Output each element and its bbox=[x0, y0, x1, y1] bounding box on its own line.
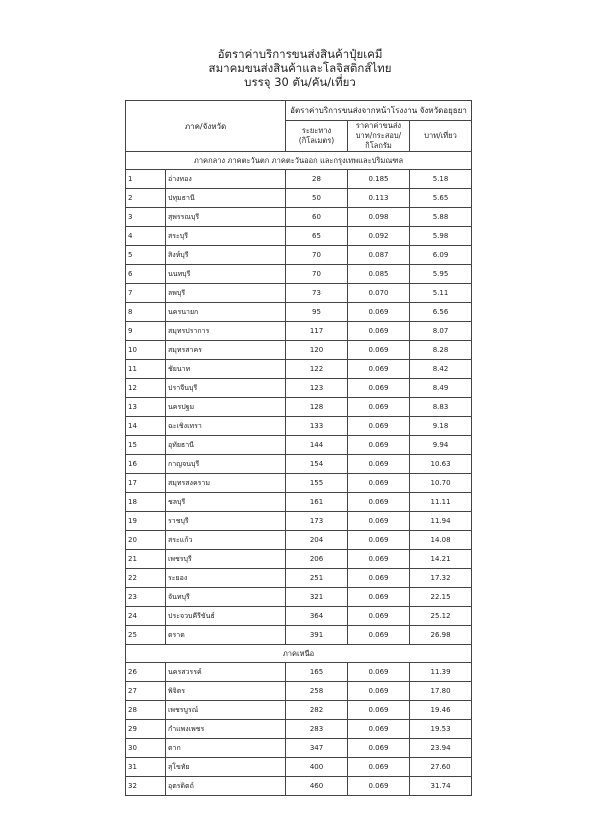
trip-cost-cell: 23.94 bbox=[410, 739, 472, 758]
trip-cost-cell: 27.60 bbox=[410, 758, 472, 777]
distance-cell: 73 bbox=[286, 284, 348, 303]
rate-cell: 0.069 bbox=[348, 701, 410, 720]
rate-cell: 0.069 bbox=[348, 531, 410, 550]
distance-cell: 70 bbox=[286, 265, 348, 284]
trip-cost-cell: 11.11 bbox=[410, 493, 472, 512]
rate-cell: 0.069 bbox=[348, 739, 410, 758]
distance-cell: 161 bbox=[286, 493, 348, 512]
row-number: 19 bbox=[126, 512, 166, 531]
trip-cost-cell: 17.32 bbox=[410, 569, 472, 588]
province-cell: ฉะเชิงเทรา bbox=[166, 417, 286, 436]
distance-cell: 282 bbox=[286, 701, 348, 720]
distance-cell: 251 bbox=[286, 569, 348, 588]
row-number: 27 bbox=[126, 682, 166, 701]
rate-cell: 0.069 bbox=[348, 398, 410, 417]
trip-cost-cell: 9.94 bbox=[410, 436, 472, 455]
table-row bbox=[126, 720, 472, 739]
trip-header: บาท/เที่ยว bbox=[410, 121, 472, 152]
rate-cell: 0.069 bbox=[348, 626, 410, 645]
province-cell: ชลบุรี bbox=[166, 493, 286, 512]
distance-cell: 283 bbox=[286, 720, 348, 739]
rate-cell: 0.185 bbox=[348, 170, 410, 189]
doc-title-line3: บรรจุ 30 ตัน/คัน/เที่ยว bbox=[244, 75, 356, 89]
rate-cell: 0.098 bbox=[348, 208, 410, 227]
row-number: 1 bbox=[126, 170, 166, 189]
trip-cost-cell: 5.88 bbox=[410, 208, 472, 227]
table-row bbox=[126, 170, 472, 189]
row-number: 10 bbox=[126, 341, 166, 360]
table-row bbox=[126, 398, 472, 417]
trip-cost-cell: 5.18 bbox=[410, 170, 472, 189]
table-row bbox=[126, 739, 472, 758]
province-cell: สุพรรณบุรี bbox=[166, 208, 286, 227]
group-header: อัตราค่าบริการขนส่งจากหน้าโรงงาน จังหวัดอยุธยา bbox=[286, 101, 472, 121]
rate-cell: 0.069 bbox=[348, 417, 410, 436]
province-cell: พิจิตร bbox=[166, 682, 286, 701]
rate-cell: 0.069 bbox=[348, 550, 410, 569]
row-number: 8 bbox=[126, 303, 166, 322]
row-number: 25 bbox=[126, 626, 166, 645]
distance-cell: 204 bbox=[286, 531, 348, 550]
province-cell: ราชบุรี bbox=[166, 512, 286, 531]
table-row bbox=[126, 417, 472, 436]
trip-cost-cell: 14.08 bbox=[410, 531, 472, 550]
distance-header: ระยะทาง (กิโลเมตร) bbox=[286, 121, 348, 152]
table-row bbox=[126, 493, 472, 512]
row-number: 16 bbox=[126, 455, 166, 474]
row-number: 29 bbox=[126, 720, 166, 739]
table-row bbox=[126, 208, 472, 227]
province-cell: สระบุรี bbox=[166, 227, 286, 246]
table-row bbox=[126, 531, 472, 550]
distance-cell: 144 bbox=[286, 436, 348, 455]
rate-cell: 0.069 bbox=[348, 360, 410, 379]
trip-cost-cell: 11.94 bbox=[410, 512, 472, 531]
rate-cell: 0.069 bbox=[348, 322, 410, 341]
province-cell: ปทุมธานี bbox=[166, 189, 286, 208]
doc-title-line2: สมาคมขนส่งสินค้าและโลจิสติกส์ไทย bbox=[208, 61, 392, 75]
distance-cell: 95 bbox=[286, 303, 348, 322]
row-number: 24 bbox=[126, 607, 166, 626]
table-row bbox=[126, 227, 472, 246]
province-cell: สระแก้ว bbox=[166, 531, 286, 550]
row-number: 5 bbox=[126, 246, 166, 265]
distance-cell: 122 bbox=[286, 360, 348, 379]
distance-cell: 50 bbox=[286, 189, 348, 208]
rate-cell: 0.069 bbox=[348, 682, 410, 701]
row-number: 20 bbox=[126, 531, 166, 550]
table-row bbox=[126, 607, 472, 626]
table-row bbox=[126, 189, 472, 208]
rate-cell: 0.113 bbox=[348, 189, 410, 208]
table-row bbox=[126, 322, 472, 341]
rate-cell: 0.069 bbox=[348, 341, 410, 360]
province-cell: นครปฐม bbox=[166, 398, 286, 417]
trip-cost-cell: 6.09 bbox=[410, 246, 472, 265]
trip-cost-cell: 5.11 bbox=[410, 284, 472, 303]
trip-cost-cell: 8.83 bbox=[410, 398, 472, 417]
distance-cell: 347 bbox=[286, 739, 348, 758]
row-number: 3 bbox=[126, 208, 166, 227]
row-number: 6 bbox=[126, 265, 166, 284]
province-cell: ชัยนาท bbox=[166, 360, 286, 379]
distance-cell: 173 bbox=[286, 512, 348, 531]
distance-cell: 155 bbox=[286, 474, 348, 493]
table-row bbox=[126, 758, 472, 777]
rate-cell: 0.069 bbox=[348, 569, 410, 588]
province-cell: สมุทรสาคร bbox=[166, 341, 286, 360]
trip-cost-cell: 5.65 bbox=[410, 189, 472, 208]
distance-cell: 165 bbox=[286, 663, 348, 682]
distance-cell: 117 bbox=[286, 322, 348, 341]
province-cell: เพชรบุรี bbox=[166, 550, 286, 569]
province-cell: นครนายก bbox=[166, 303, 286, 322]
row-number: 23 bbox=[126, 588, 166, 607]
rate-cell: 0.069 bbox=[348, 512, 410, 531]
rate-cell: 0.069 bbox=[348, 588, 410, 607]
row-number: 2 bbox=[126, 189, 166, 208]
row-number: 22 bbox=[126, 569, 166, 588]
rate-cell: 0.069 bbox=[348, 379, 410, 398]
distance-cell: 120 bbox=[286, 341, 348, 360]
table-row bbox=[126, 455, 472, 474]
rate-table bbox=[125, 100, 472, 796]
province-cell: สมุทรสงคราม bbox=[166, 474, 286, 493]
row-number: 17 bbox=[126, 474, 166, 493]
table-row bbox=[126, 663, 472, 682]
province-cell: สิงห์บุรี bbox=[166, 246, 286, 265]
trip-cost-cell: 31.74 bbox=[410, 777, 472, 796]
table-row bbox=[126, 360, 472, 379]
trip-cost-cell: 10.63 bbox=[410, 455, 472, 474]
trip-cost-cell: 26.98 bbox=[410, 626, 472, 645]
distance-cell: 364 bbox=[286, 607, 348, 626]
rate-cell: 0.069 bbox=[348, 455, 410, 474]
row-number: 13 bbox=[126, 398, 166, 417]
rate-cell: 0.087 bbox=[348, 246, 410, 265]
table-row bbox=[126, 550, 472, 569]
distance-cell: 123 bbox=[286, 379, 348, 398]
rate-cell: 0.069 bbox=[348, 777, 410, 796]
distance-cell: 70 bbox=[286, 246, 348, 265]
region-header: ภาค/จังหวัด bbox=[126, 101, 286, 152]
trip-cost-cell: 25.12 bbox=[410, 607, 472, 626]
table-body bbox=[126, 152, 472, 796]
province-cell: สมุทรปราการ bbox=[166, 322, 286, 341]
row-number: 21 bbox=[126, 550, 166, 569]
row-number: 15 bbox=[126, 436, 166, 455]
rate-cell: 0.069 bbox=[348, 663, 410, 682]
row-number: 30 bbox=[126, 739, 166, 758]
trip-cost-cell: 8.07 bbox=[410, 322, 472, 341]
province-cell: ตราด bbox=[166, 626, 286, 645]
table-row bbox=[126, 436, 472, 455]
province-cell: กาญจนบุรี bbox=[166, 455, 286, 474]
rate-cell: 0.069 bbox=[348, 474, 410, 493]
trip-cost-cell: 5.98 bbox=[410, 227, 472, 246]
distance-cell: 65 bbox=[286, 227, 348, 246]
row-number: 7 bbox=[126, 284, 166, 303]
province-cell: ลพบุรี bbox=[166, 284, 286, 303]
table-row bbox=[126, 682, 472, 701]
section-title: ภาคเหนือ bbox=[126, 645, 472, 663]
distance-cell: 391 bbox=[286, 626, 348, 645]
table-row bbox=[126, 379, 472, 398]
table-row bbox=[126, 341, 472, 360]
province-cell: สุโขทัย bbox=[166, 758, 286, 777]
province-cell: เพชรบูรณ์ bbox=[166, 701, 286, 720]
table-row bbox=[126, 246, 472, 265]
province-cell: ตาก bbox=[166, 739, 286, 758]
row-number: 12 bbox=[126, 379, 166, 398]
province-cell: กำแพงเพชร bbox=[166, 720, 286, 739]
trip-cost-cell: 19.46 bbox=[410, 701, 472, 720]
province-cell: จันทบุรี bbox=[166, 588, 286, 607]
table-row bbox=[126, 512, 472, 531]
rate-cell: 0.069 bbox=[348, 758, 410, 777]
trip-cost-cell: 11.39 bbox=[410, 663, 472, 682]
table-row bbox=[126, 303, 472, 322]
province-cell: ประจวบคีรีขันธ์ bbox=[166, 607, 286, 626]
row-number: 11 bbox=[126, 360, 166, 379]
province-cell: อุทัยธานี bbox=[166, 436, 286, 455]
row-number: 28 bbox=[126, 701, 166, 720]
section-header-row bbox=[126, 152, 472, 170]
table-row bbox=[126, 284, 472, 303]
trip-cost-cell: 14.21 bbox=[410, 550, 472, 569]
rate-header: ราคาค่าขนส่ง บาท/กระสอบ/ กิโลกรัม bbox=[348, 121, 410, 152]
row-number: 14 bbox=[126, 417, 166, 436]
province-cell: อ่างทอง bbox=[166, 170, 286, 189]
trip-cost-cell: 8.49 bbox=[410, 379, 472, 398]
row-number: 26 bbox=[126, 663, 166, 682]
trip-cost-cell: 6.56 bbox=[410, 303, 472, 322]
distance-cell: 321 bbox=[286, 588, 348, 607]
row-number: 9 bbox=[126, 322, 166, 341]
row-number: 4 bbox=[126, 227, 166, 246]
trip-cost-cell: 19.53 bbox=[410, 720, 472, 739]
distance-cell: 258 bbox=[286, 682, 348, 701]
table-row bbox=[126, 265, 472, 284]
table-row bbox=[126, 569, 472, 588]
rate-cell: 0.069 bbox=[348, 607, 410, 626]
province-cell: นครสวรรค์ bbox=[166, 663, 286, 682]
trip-cost-cell: 8.42 bbox=[410, 360, 472, 379]
table-row bbox=[126, 701, 472, 720]
trip-cost-cell: 22.15 bbox=[410, 588, 472, 607]
section-title: ภาคกลาง ภาคตะวันตก ภาคตะวันออก และกรุงเทพและปริมณฑล bbox=[126, 152, 472, 170]
row-number: 18 bbox=[126, 493, 166, 512]
province-cell: นนทบุรี bbox=[166, 265, 286, 284]
rate-cell: 0.069 bbox=[348, 436, 410, 455]
province-cell: ระยอง bbox=[166, 569, 286, 588]
rate-cell: 0.070 bbox=[348, 284, 410, 303]
trip-cost-cell: 17.80 bbox=[410, 682, 472, 701]
rate-cell: 0.069 bbox=[348, 493, 410, 512]
distance-cell: 460 bbox=[286, 777, 348, 796]
distance-cell: 128 bbox=[286, 398, 348, 417]
table-row bbox=[126, 588, 472, 607]
rate-cell: 0.069 bbox=[348, 720, 410, 739]
table-row bbox=[126, 777, 472, 796]
row-number: 31 bbox=[126, 758, 166, 777]
distance-cell: 28 bbox=[286, 170, 348, 189]
trip-cost-cell: 9.18 bbox=[410, 417, 472, 436]
trip-cost-cell: 8.28 bbox=[410, 341, 472, 360]
province-cell: ปราจีนบุรี bbox=[166, 379, 286, 398]
province-cell: อุตรดิตถ์ bbox=[166, 777, 286, 796]
distance-cell: 206 bbox=[286, 550, 348, 569]
doc-title-line1: อัตราค่าบริการขนส่งสินค้าปุ๋ยเคมี bbox=[217, 47, 383, 61]
trip-cost-cell: 5.95 bbox=[410, 265, 472, 284]
distance-cell: 154 bbox=[286, 455, 348, 474]
row-number: 32 bbox=[126, 777, 166, 796]
rate-cell: 0.092 bbox=[348, 227, 410, 246]
table-row bbox=[126, 474, 472, 493]
distance-cell: 400 bbox=[286, 758, 348, 777]
rate-cell: 0.085 bbox=[348, 265, 410, 284]
distance-cell: 133 bbox=[286, 417, 348, 436]
table-row bbox=[126, 626, 472, 645]
rate-cell: 0.069 bbox=[348, 303, 410, 322]
section-header-row bbox=[126, 645, 472, 663]
trip-cost-cell: 10.70 bbox=[410, 474, 472, 493]
distance-cell: 60 bbox=[286, 208, 348, 227]
